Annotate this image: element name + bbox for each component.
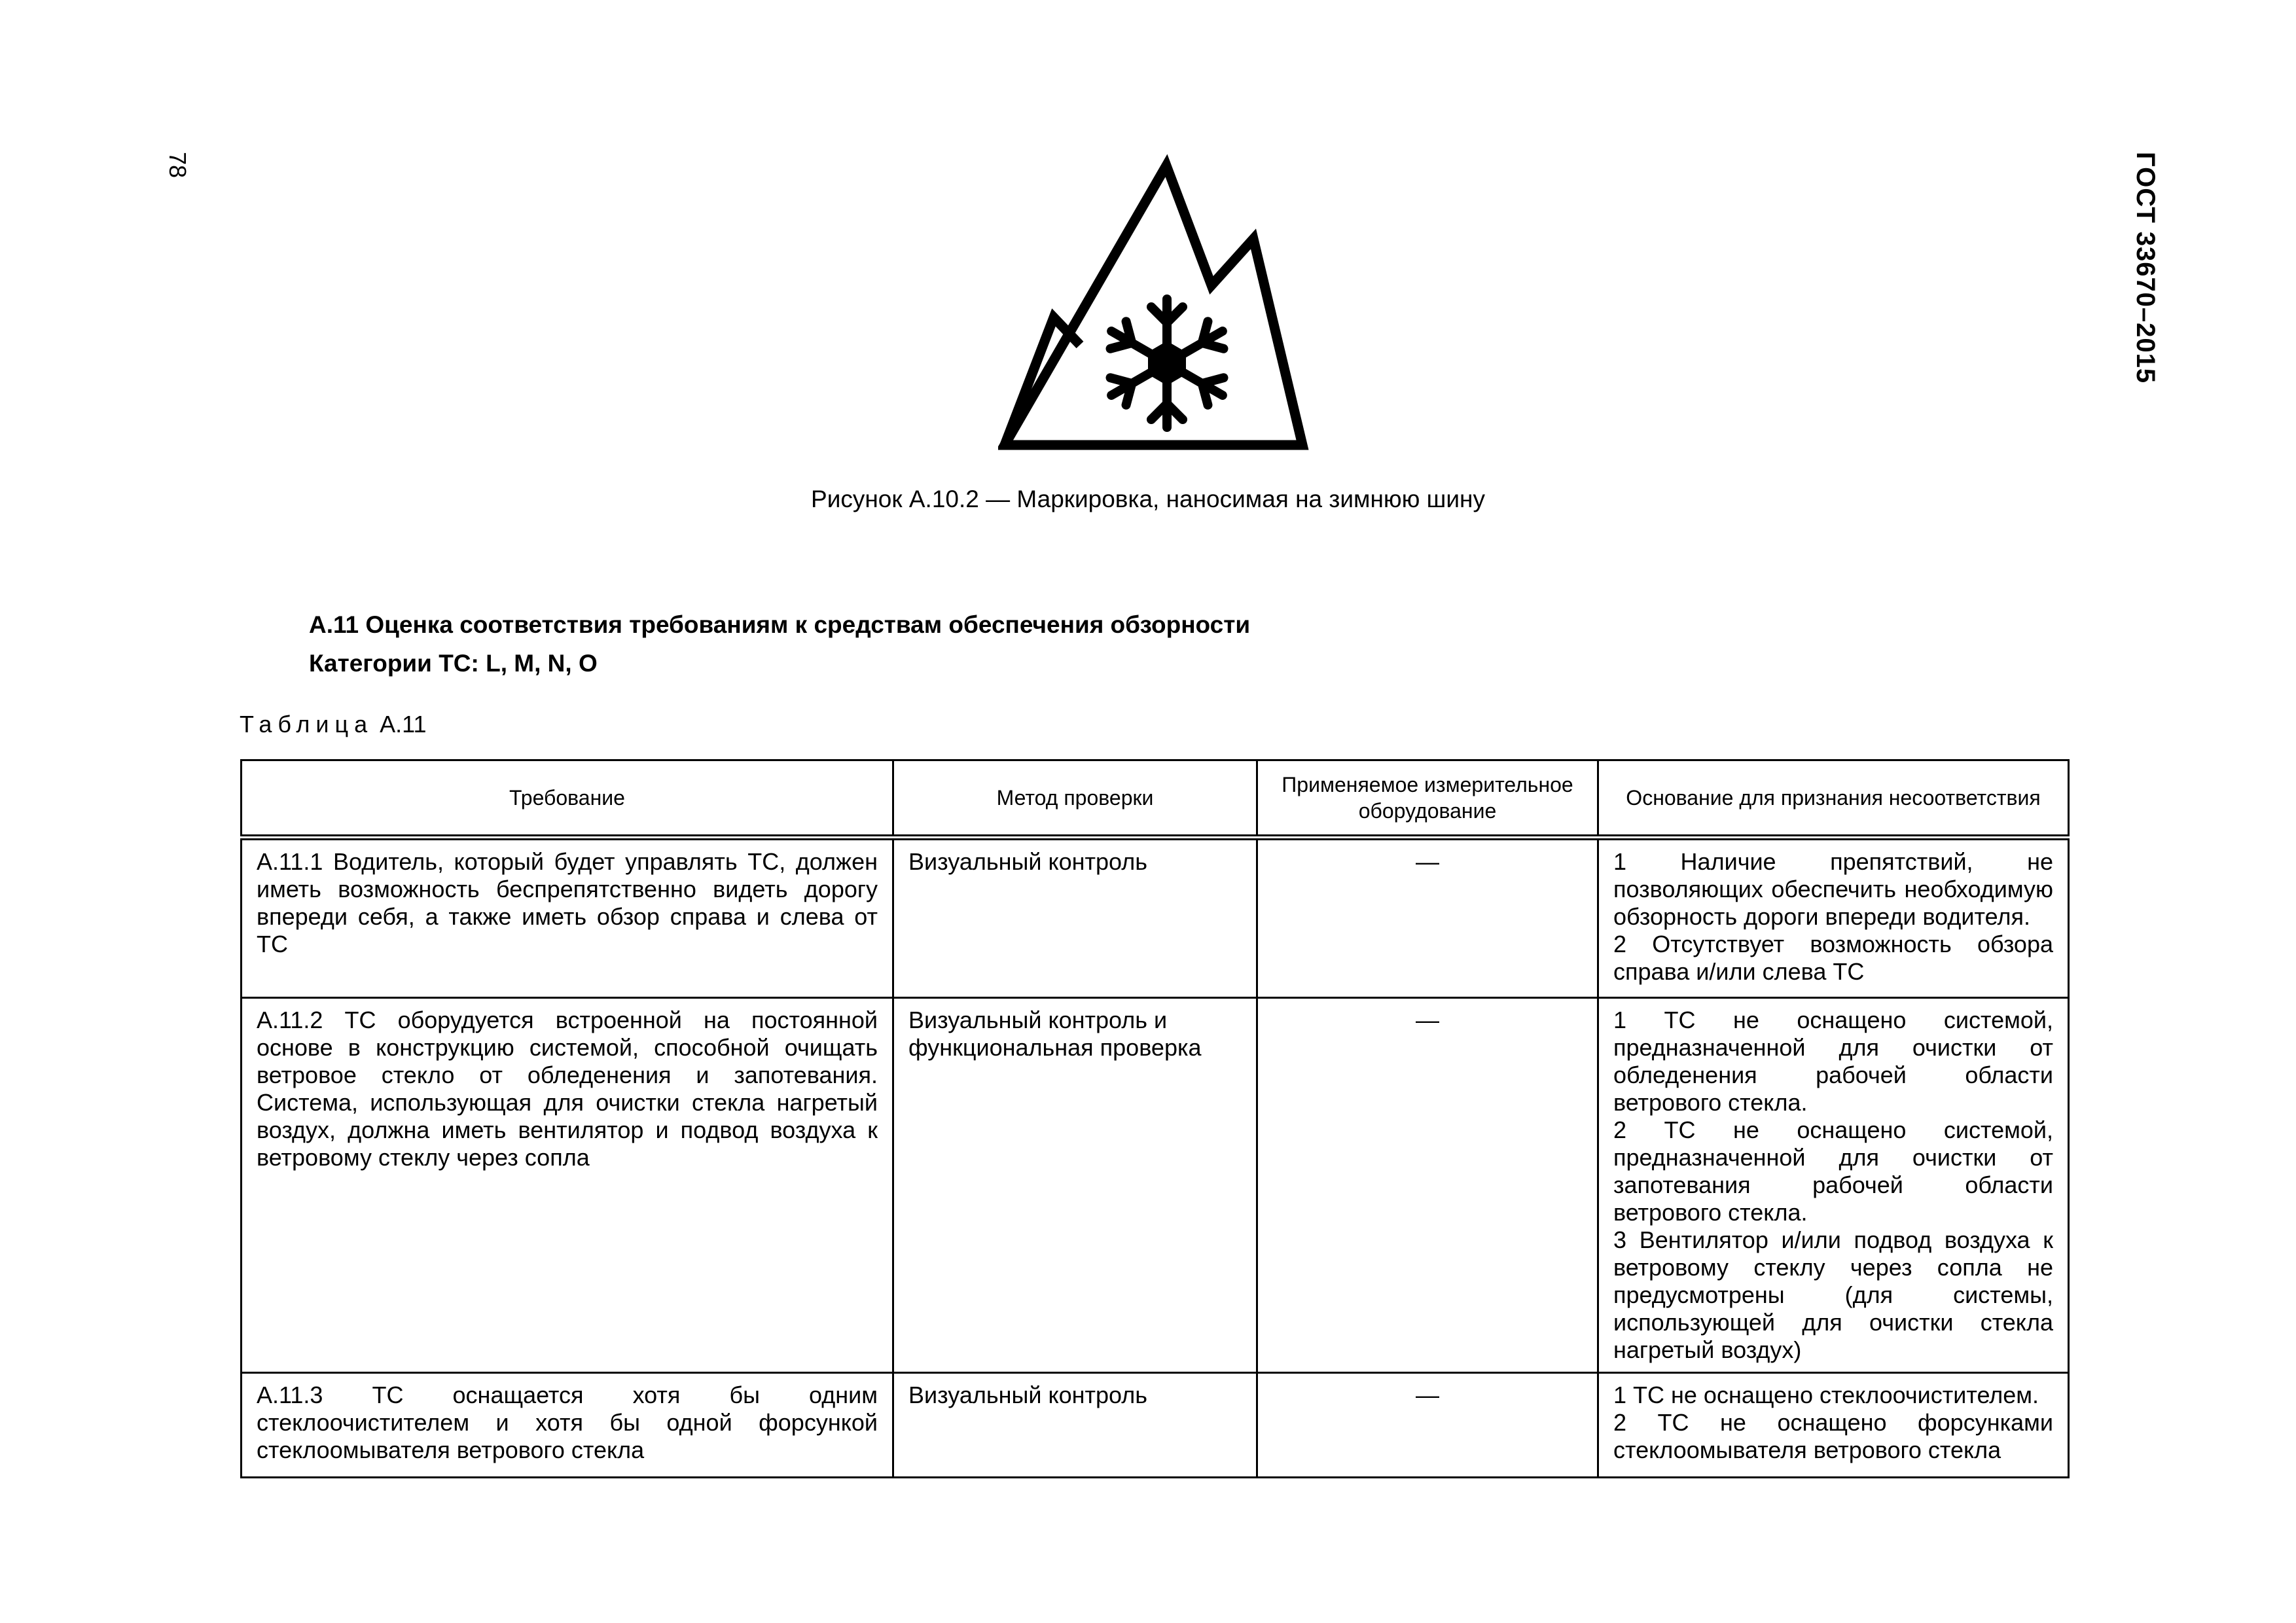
table-label-word: Таблица: [240, 711, 374, 738]
three-peak-mountain-snowflake-icon: [998, 147, 1309, 455]
header-equipment: Применяемое измерительное оборудование: [1257, 760, 1598, 838]
vehicle-categories: Категории ТС: L, M, N, O: [309, 650, 598, 677]
table-row: [242, 998, 2069, 1373]
table-label-number: А.11: [380, 711, 427, 738]
basis-item: 1 ТС не оснащено стеклоочистителем.: [1613, 1382, 2039, 1408]
standard-code: ГОСТ 33670–2015: [2131, 152, 2160, 384]
header-requirement: Требование: [242, 760, 893, 838]
requirement-cell: А.11.1 Водитель, который будет управлять ТС, должен иметь возможность беспрепятственно видеть дорогу впереди себя, а также иметь обзор справа и слева от ТС: [242, 838, 893, 998]
section-title: А.11 Оценка соответствия требованиям к средствам обеспечения обзорности: [309, 611, 1251, 638]
basis-cell: [1598, 838, 2069, 998]
basis-cell: [1598, 1373, 2069, 1478]
method-cell: Визуальный контроль и функциональная проверка: [893, 998, 1257, 1373]
equipment-cell: —: [1257, 998, 1598, 1373]
basis-cell: [1598, 998, 2069, 1373]
table-label: [240, 711, 427, 738]
basis-item: 3 Вентилятор и/или подвод воздуха к ветровому стеклу через сопла не предусмотрены (для системы, использующей для очистки стекла нагретый воздух): [1613, 1226, 2053, 1363]
figure-caption: Рисунок А.10.2 — Маркировка, наносимая на зимнюю шину: [811, 486, 1485, 512]
header-basis: Основание для признания несоответствия: [1598, 760, 2069, 838]
equipment-cell: —: [1257, 1373, 1598, 1478]
requirements-table: [240, 759, 2070, 1478]
basis-item: 1 ТС не оснащено системой, предназначенной для очистки от обледенения рабочей области ветрового стекла.: [1613, 1007, 2053, 1116]
table-row: [242, 838, 2069, 998]
basis-item: 2 ТС не оснащено форсунками стеклоомывателя ветрового стекла: [1613, 1409, 2053, 1463]
requirement-cell: А.11.3 ТС оснащается хотя бы одним стеклоочистителем и хотя бы одной форсункой стеклоомывателя ветрового стекла: [242, 1373, 893, 1478]
equipment-cell: —: [1257, 838, 1598, 998]
header-method: Метод проверки: [893, 760, 1257, 838]
table-header-row: [242, 760, 2069, 838]
basis-item: 2 ТС не оснащено системой, предназначенной для очистки от запотевания рабочей области ветрового стекла.: [1613, 1116, 2053, 1226]
basis-item: 2 Отсутствует возможность обзора справа и/или слева ТС: [1613, 931, 2053, 985]
requirement-cell: А.11.2 ТС оборудуется встроенной на постоянной основе в конструкцию системой, способной очищать ветровое стекло от обледенения и запотевания. Система, использующая для очистки стекла нагретый воздух, должна иметь вентилятор и подвод воздуха к ветровому стеклу через сопла: [242, 998, 893, 1373]
page-number: 78: [164, 152, 191, 179]
method-cell: Визуальный контроль: [893, 838, 1257, 998]
method-cell: Визуальный контроль: [893, 1373, 1257, 1478]
table-row: [242, 1373, 2069, 1478]
basis-item: 1 Наличие препятствий, не позволяющих обеспечить необходимую обзорность дороги впереди водителя.: [1613, 848, 2053, 930]
